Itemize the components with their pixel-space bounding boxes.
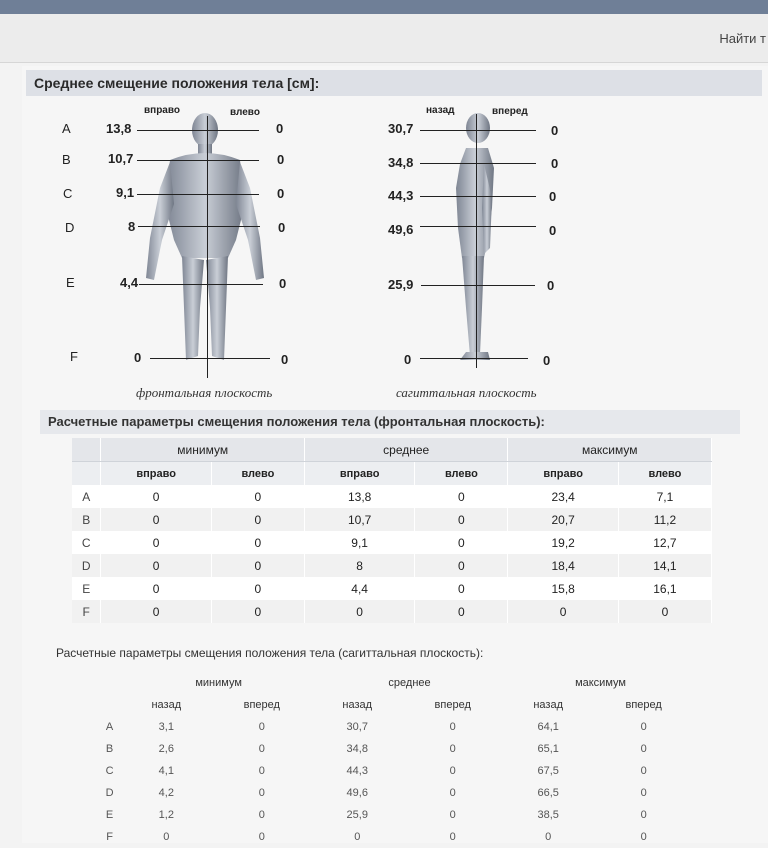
table-cell: 0 bbox=[449, 765, 456, 777]
table-cell: 0 bbox=[211, 600, 304, 623]
table-cell: 0 bbox=[545, 831, 552, 843]
section-title-average-displacement: Среднее смещение положения тела [см]: bbox=[26, 70, 762, 96]
sagittal-params-table bbox=[96, 672, 696, 848]
table-cell: 0 bbox=[101, 577, 211, 600]
frontal-right-label: влево bbox=[230, 107, 260, 118]
row-label: F bbox=[72, 600, 101, 623]
column-header: вперед bbox=[243, 699, 280, 711]
table-cell: 3,1 bbox=[158, 721, 174, 733]
table-cell: 16,1 bbox=[618, 577, 711, 600]
frontal-value-right: 0 bbox=[277, 186, 285, 201]
frontal-value-left: 4,4 bbox=[120, 275, 139, 290]
table-cell: 34,8 bbox=[346, 743, 368, 755]
frontal-table-title: Расчетные параметры смещения положения тела (фронтальная плоскость): bbox=[40, 410, 740, 434]
table-cell: 0 bbox=[211, 508, 304, 531]
frontal-value-right: 0 bbox=[281, 352, 289, 367]
table-row bbox=[72, 531, 712, 554]
table-cell: 0 bbox=[415, 600, 508, 623]
frontal-value-left: 9,1 bbox=[116, 185, 135, 200]
column-header: вправо bbox=[101, 462, 211, 486]
table-row bbox=[96, 804, 696, 826]
table-cell: 4,2 bbox=[158, 787, 174, 799]
frontal-value-right: 0 bbox=[276, 121, 284, 136]
table-cell: 0 bbox=[640, 809, 647, 821]
column-header: влево bbox=[618, 462, 711, 486]
sagittal-value-left: 34,8 bbox=[388, 155, 414, 170]
column-header: назад bbox=[151, 699, 182, 711]
sagittal-value-right: 0 bbox=[549, 189, 557, 204]
table-cell: 67,5 bbox=[537, 765, 559, 777]
table-cell: 0 bbox=[258, 787, 265, 799]
column-header: влево bbox=[211, 462, 304, 486]
table-cell: 0 bbox=[449, 743, 456, 755]
row-label: E bbox=[105, 809, 114, 821]
table-cell: 19,2 bbox=[508, 531, 618, 554]
table-cell: 0 bbox=[354, 831, 361, 843]
row-label-e: E bbox=[66, 275, 75, 290]
sagittal-left-label: назад bbox=[426, 105, 455, 116]
frontal-level-line bbox=[137, 130, 259, 131]
frontal-value-left: 13,8 bbox=[106, 121, 132, 136]
sagittal-level-line bbox=[420, 358, 528, 359]
table-cell: 9,1 bbox=[304, 531, 414, 554]
table-corner bbox=[96, 694, 123, 716]
table-cell: 8 bbox=[304, 554, 414, 577]
row-label: D bbox=[105, 787, 114, 799]
row-label: B bbox=[105, 743, 114, 755]
sagittal-level-line bbox=[420, 226, 536, 227]
table-cell: 4,4 bbox=[304, 577, 414, 600]
table-cell: 30,7 bbox=[346, 721, 368, 733]
sagittal-value-right: 0 bbox=[551, 156, 559, 171]
table-cell: 0 bbox=[211, 485, 304, 508]
table-row bbox=[96, 760, 696, 782]
table-cell: 0 bbox=[640, 721, 647, 733]
top-bar bbox=[0, 14, 768, 63]
table-cell: 0 bbox=[640, 743, 647, 755]
group-header: среднее bbox=[388, 677, 431, 689]
group-header: максимум bbox=[508, 438, 712, 462]
column-header: назад bbox=[533, 699, 564, 711]
table-cell: 14,1 bbox=[618, 554, 711, 577]
table-cell: 0 bbox=[415, 531, 508, 554]
table-cell: 7,1 bbox=[618, 485, 711, 508]
column-header: вперед bbox=[625, 699, 662, 711]
table-cell: 1,2 bbox=[158, 809, 174, 821]
frontal-level-line bbox=[137, 194, 259, 195]
column-header: вправо bbox=[304, 462, 414, 486]
table-cell: 66,5 bbox=[537, 787, 559, 799]
row-label: C bbox=[72, 531, 101, 554]
table-cell: 0 bbox=[211, 577, 304, 600]
table-row bbox=[72, 485, 712, 508]
frontal-params-table bbox=[72, 438, 712, 623]
table-row bbox=[96, 738, 696, 760]
table-cell: 0 bbox=[163, 831, 170, 843]
table-cell: 15,8 bbox=[508, 577, 618, 600]
sagittal-body-figure bbox=[444, 108, 504, 366]
table-cell: 0 bbox=[211, 531, 304, 554]
table-cell: 0 bbox=[508, 600, 618, 623]
column-header: вперед bbox=[434, 699, 471, 711]
table-row bbox=[96, 782, 696, 804]
table-cell: 65,1 bbox=[537, 743, 559, 755]
table-corner bbox=[72, 438, 101, 462]
row-label-f: F bbox=[70, 349, 78, 364]
table-cell: 20,7 bbox=[508, 508, 618, 531]
table-cell: 0 bbox=[415, 577, 508, 600]
sagittal-caption: сагиттальная плоскость bbox=[396, 385, 537, 400]
table-cell: 0 bbox=[640, 787, 647, 799]
frontal-value-left: 8 bbox=[128, 219, 136, 234]
sagittal-level-line bbox=[421, 285, 535, 286]
table-cell: 10,7 bbox=[304, 508, 414, 531]
sagittal-value-left: 49,6 bbox=[388, 222, 414, 237]
frontal-level-line bbox=[138, 226, 260, 227]
table-cell: 0 bbox=[640, 831, 647, 843]
table-cell: 0 bbox=[101, 600, 211, 623]
table-cell: 64,1 bbox=[537, 721, 559, 733]
frontal-value-left: 10,7 bbox=[108, 151, 134, 166]
table-cell: 12,7 bbox=[618, 531, 711, 554]
frontal-caption: фронтальная плоскость bbox=[136, 385, 273, 400]
table-cell: 18,4 bbox=[508, 554, 618, 577]
row-label-d: D bbox=[65, 220, 75, 235]
table-row bbox=[72, 577, 712, 600]
column-header: назад bbox=[342, 699, 373, 711]
row-label: E bbox=[72, 577, 101, 600]
table-corner bbox=[72, 462, 101, 486]
window-top-strip bbox=[0, 0, 768, 14]
frontal-body-figure bbox=[140, 108, 270, 370]
table-corner bbox=[96, 672, 123, 694]
row-label: D bbox=[72, 554, 101, 577]
row-label-b: B bbox=[62, 152, 71, 167]
group-header: среднее bbox=[304, 438, 508, 462]
table-cell: 11,2 bbox=[618, 508, 711, 531]
table-cell: 0 bbox=[258, 765, 265, 777]
table-cell: 0 bbox=[415, 554, 508, 577]
group-header: минимум bbox=[101, 438, 305, 462]
frontal-level-line bbox=[139, 284, 263, 285]
table-cell: 0 bbox=[449, 721, 456, 733]
frontal-center-line bbox=[207, 116, 208, 378]
table-cell: 49,6 bbox=[346, 787, 368, 799]
frontal-level-line bbox=[137, 160, 259, 161]
frontal-value-right: 0 bbox=[279, 276, 287, 291]
frontal-value-right: 0 bbox=[277, 152, 285, 167]
row-label: F bbox=[106, 831, 113, 843]
table-cell: 0 bbox=[415, 508, 508, 531]
sagittal-value-left: 44,3 bbox=[388, 188, 414, 203]
sagittal-level-line bbox=[420, 196, 536, 197]
sagittal-level-line bbox=[420, 130, 536, 131]
table-cell: 0 bbox=[101, 531, 211, 554]
table-cell: 25,9 bbox=[346, 809, 368, 821]
table-row bbox=[72, 554, 712, 577]
table-cell: 0 bbox=[101, 554, 211, 577]
row-label: B bbox=[72, 508, 101, 531]
table-cell: 0 bbox=[211, 554, 304, 577]
row-label: A bbox=[105, 721, 114, 733]
table-cell: 0 bbox=[449, 809, 456, 821]
table-row bbox=[96, 716, 696, 738]
table-cell: 0 bbox=[101, 485, 211, 508]
sagittal-level-line bbox=[420, 163, 536, 164]
table-cell: 0 bbox=[640, 765, 647, 777]
frontal-level-line bbox=[150, 358, 270, 359]
table-cell: 0 bbox=[258, 743, 265, 755]
sagittal-value-right: 0 bbox=[543, 353, 551, 368]
group-header: минимум bbox=[195, 677, 242, 689]
table-cell: 0 bbox=[618, 600, 711, 623]
sagittal-value-right: 0 bbox=[547, 278, 555, 293]
table-row bbox=[96, 826, 696, 848]
sagittal-right-label: вперед bbox=[492, 106, 528, 117]
table-cell: 0 bbox=[449, 831, 456, 843]
sagittal-value-right: 0 bbox=[549, 223, 557, 238]
sagittal-value-right: 0 bbox=[551, 123, 559, 138]
table-cell: 0 bbox=[258, 831, 265, 843]
row-label: A bbox=[72, 485, 101, 508]
table-cell: 38,5 bbox=[537, 809, 559, 821]
table-cell: 44,3 bbox=[346, 765, 368, 777]
table-cell: 2,6 bbox=[158, 743, 174, 755]
row-label: C bbox=[105, 765, 114, 777]
sagittal-center-line bbox=[476, 114, 477, 368]
sagittal-table-title: Расчетные параметры смещения положения тела (сагиттальная плоскость): bbox=[56, 646, 484, 660]
frontal-value-right: 0 bbox=[278, 220, 286, 235]
frontal-left-label: вправо bbox=[144, 105, 180, 116]
row-label-a: A bbox=[62, 121, 71, 136]
table-cell: 0 bbox=[258, 721, 265, 733]
group-header: максимум bbox=[575, 677, 626, 689]
row-label-c: C bbox=[63, 186, 73, 201]
table-cell: 0 bbox=[258, 809, 265, 821]
column-header: вправо bbox=[508, 462, 618, 486]
frontal-value-left: 0 bbox=[134, 350, 142, 365]
column-header: влево bbox=[415, 462, 508, 486]
sagittal-value-left: 0 bbox=[404, 352, 412, 367]
table-cell: 0 bbox=[415, 485, 508, 508]
table-cell: 23,4 bbox=[508, 485, 618, 508]
table-row bbox=[72, 508, 712, 531]
table-cell: 13,8 bbox=[304, 485, 414, 508]
sagittal-value-left: 30,7 bbox=[388, 121, 414, 136]
sagittal-value-left: 25,9 bbox=[388, 277, 414, 292]
table-row bbox=[72, 600, 712, 623]
find-link[interactable]: Найти т bbox=[719, 31, 766, 46]
table-cell: 0 bbox=[449, 787, 456, 799]
table-cell: 0 bbox=[101, 508, 211, 531]
table-cell: 4,1 bbox=[158, 765, 174, 777]
table-cell: 0 bbox=[304, 600, 414, 623]
